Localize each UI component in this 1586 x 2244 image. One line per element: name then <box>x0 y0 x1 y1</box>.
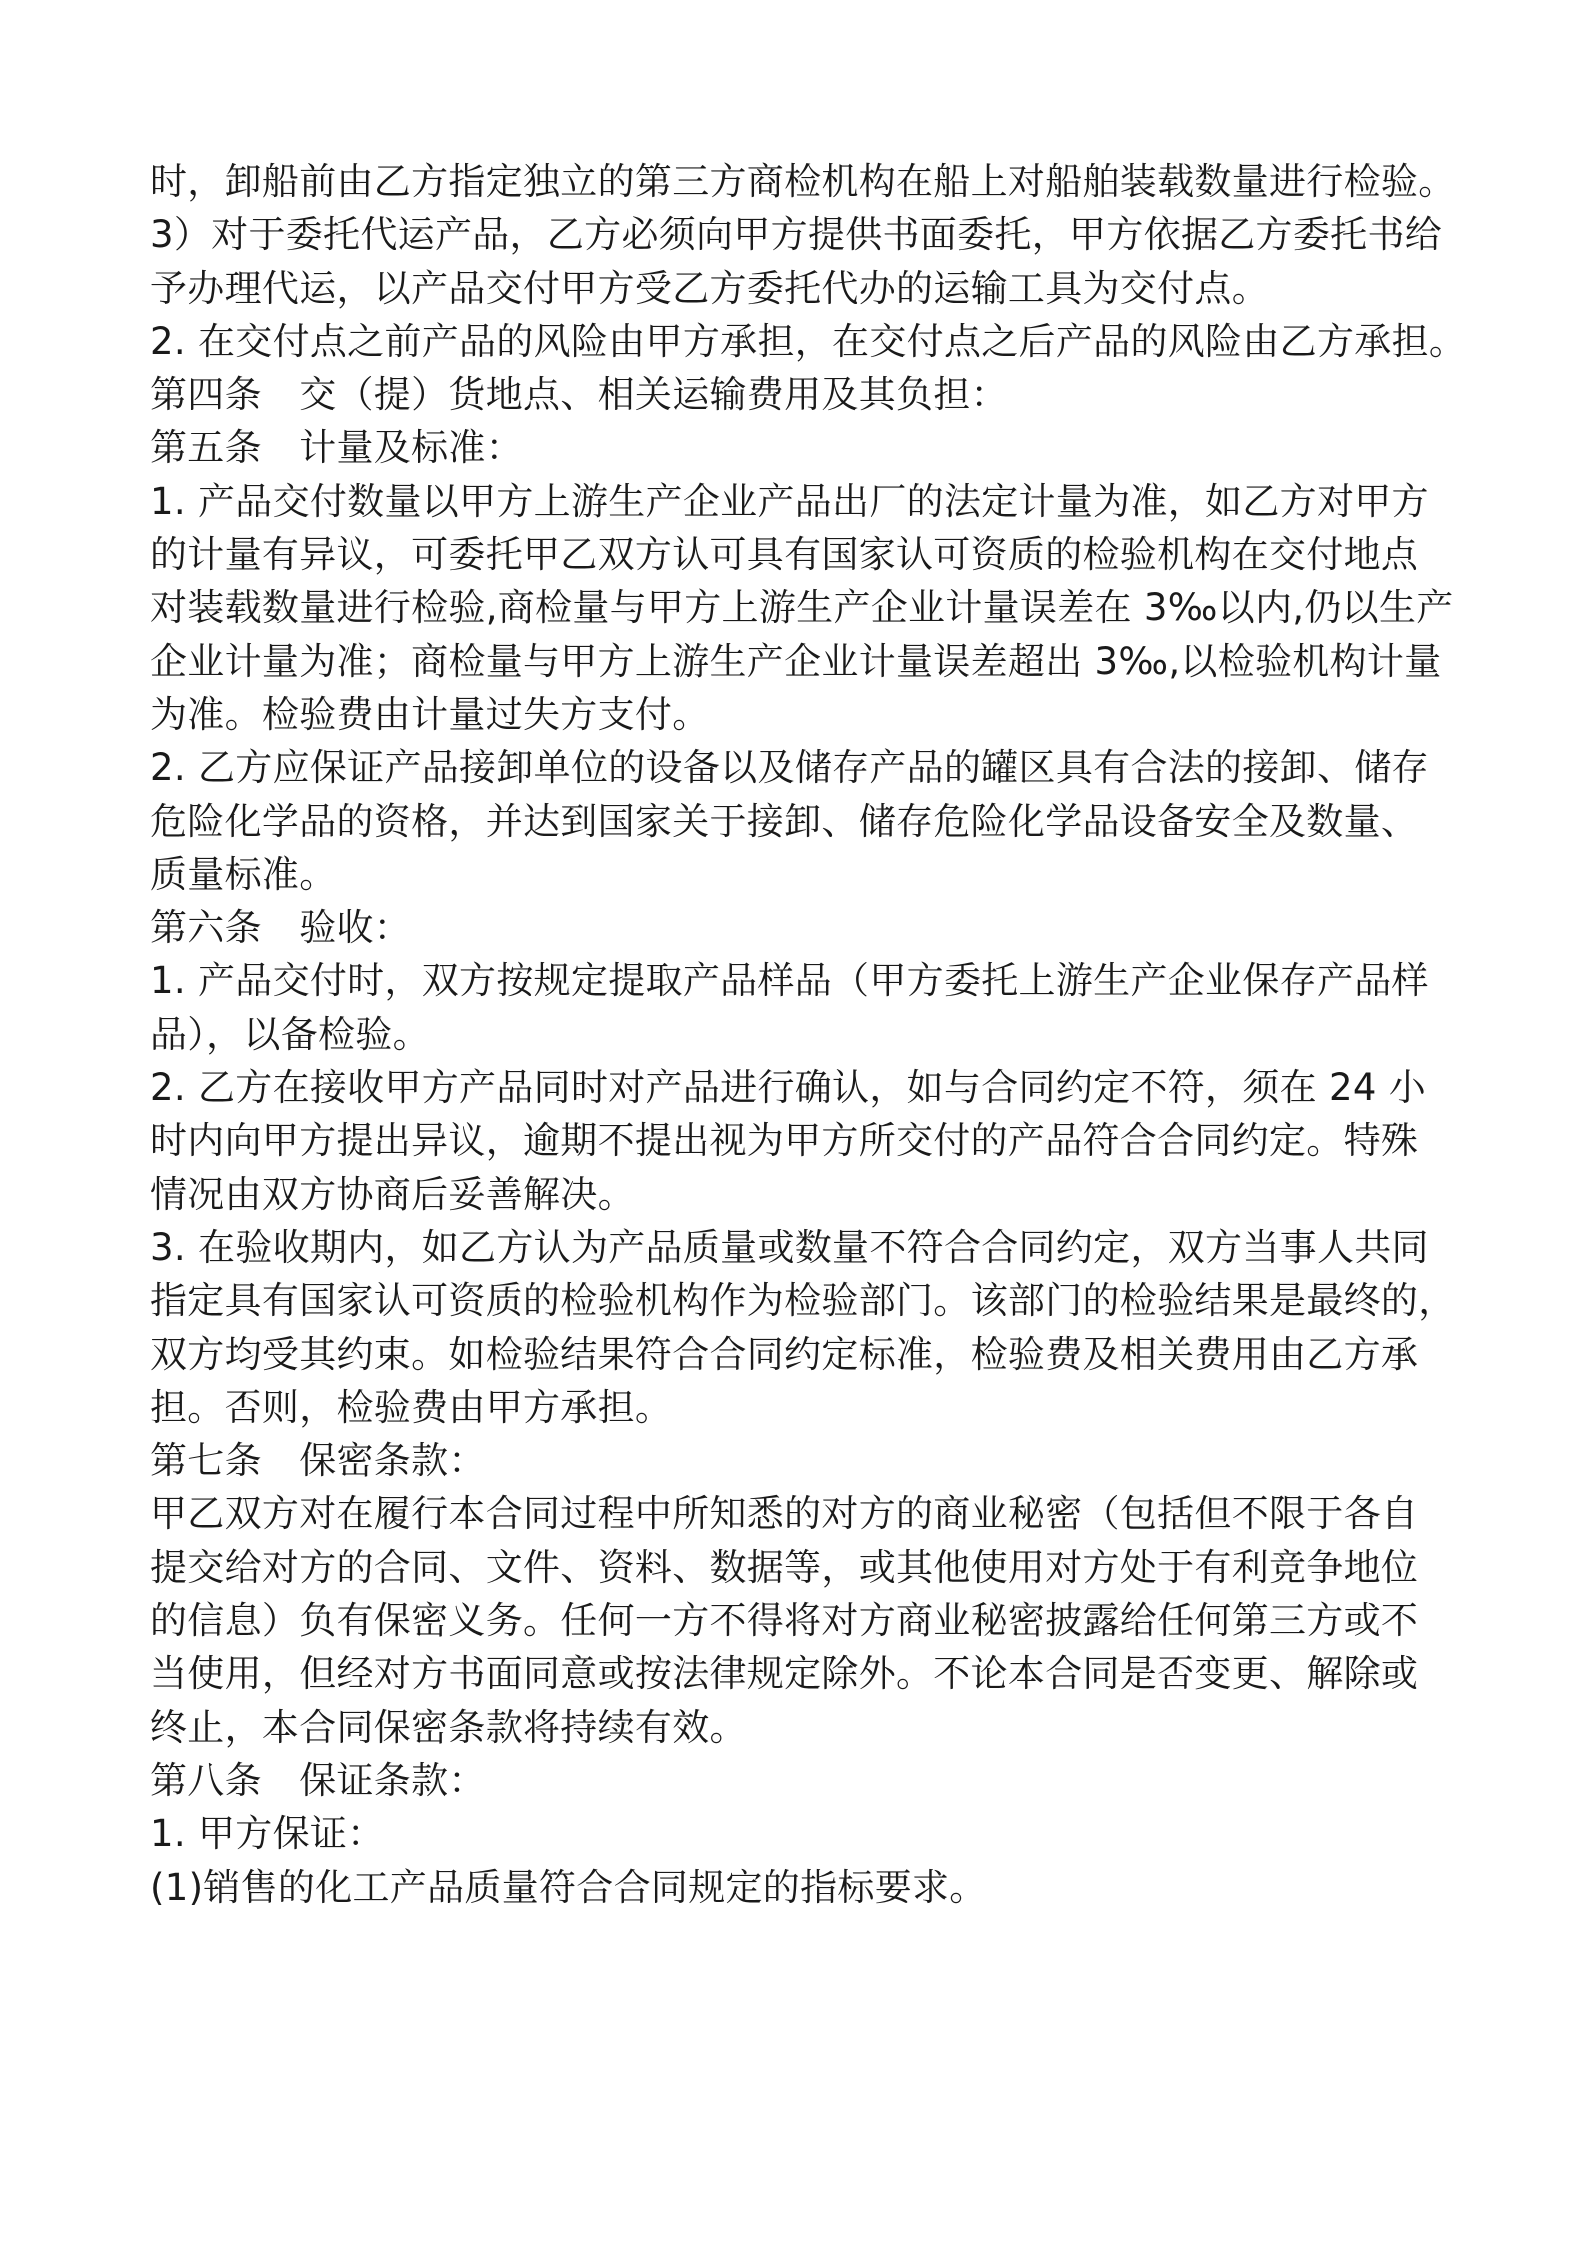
text-line: 2. 乙方在接收甲方产品同时对产品进行确认，如与合同约定不符，须在 24 小 <box>150 1066 1427 1110</box>
text-line: 当使用，但经对方书面同意或按法律规定除外。不论本合同是否变更、解除或 <box>150 1652 1419 1696</box>
text-line: 时，卸船前由乙方指定独立的第三方商检机构在船上对船舶装载数量进行检验。 <box>150 160 1456 203</box>
text-line: 终止，本合同保密条款将持续有效。 <box>150 1705 747 1749</box>
text-line: 1. 产品交付时，双方按规定提取产品样品（甲方委托上游生产企业保存产品样 <box>150 959 1429 1003</box>
text-line: 指定具有国家认可资质的检验机构作为检验部门。该部门的检验结果是最终的， <box>150 1279 1456 1323</box>
text-line: 提交给对方的合同、文件、资料、数据等，或其他使用对方处于有利竞争地位 <box>150 1545 1419 1589</box>
text-line: 情况由双方协商后妥善解决。 <box>150 1172 635 1216</box>
text-line: 品），以备检验。 <box>150 1012 430 1056</box>
text-line: 质量标准。 <box>150 852 337 896</box>
text-line: 3. 在验收期内，如乙方认为产品质量或数量不符合合同约定，双方当事人共同 <box>150 1225 1429 1269</box>
text-line: (1)销售的化工产品质量符合合同规定的指标要求。 <box>150 1865 987 1909</box>
text-line: 甲乙双方对在履行本合同过程中所知悉的对方的商业秘密（包括但不限于各自 <box>150 1492 1419 1536</box>
document-body <box>150 155 1467 1914</box>
text-line: 3）对于委托代运产品，乙方必须向甲方提供书面委托，甲方依据乙方委托书给 <box>150 213 1443 257</box>
text-line: 企业计量为准；商检量与甲方上游生产企业计量误差超出 3‰,以检验机构计量 <box>150 639 1442 683</box>
text-line: 2. 乙方应保证产品接卸单位的设备以及储存产品的罐区具有合法的接卸、储存 <box>150 746 1429 790</box>
text-line: 为准。检验费由计量过失方支付。 <box>150 692 710 736</box>
text-line: 的信息）负有保密义务。任何一方不得将对方商业秘密披露给任何第三方或不 <box>150 1599 1419 1643</box>
text-line: 时内向甲方提出异议，逾期不提出视为甲方所交付的产品符合合同约定。特殊 <box>150 1119 1419 1163</box>
article-heading: 第四条 交（提）货地点、相关运输费用及其负担： <box>150 373 1008 417</box>
article-heading: 第五条 计量及标准： <box>150 426 523 470</box>
text-line: 1. 甲方保证： <box>150 1812 385 1856</box>
text-line: 双方均受其约束。如检验结果符合合同约定标准，检验费及相关费用由乙方承 <box>150 1332 1419 1376</box>
text-line: 的计量有异议，可委托甲乙双方认可具有国家认可资质的检验机构在交付地点 <box>150 533 1419 577</box>
text-line: 对装载数量进行检验,商检量与甲方上游生产企业计量误差在 3‰以内,仍以生产 <box>150 586 1454 630</box>
text-line: 予办理代运，以产品交付甲方受乙方委托代办的运输工具为交付点。 <box>150 266 1269 310</box>
article-heading: 第六条 验收： <box>150 906 412 950</box>
text-line: 1. 产品交付数量以甲方上游生产企业产品出厂的法定计量为准，如乙方对甲方 <box>150 479 1429 523</box>
text-line: 危险化学品的资格，并达到国家关于接卸、储存危险化学品设备安全及数量、 <box>150 799 1419 843</box>
article-heading: 第七条 保密条款： <box>150 1439 486 1483</box>
article-heading: 第八条 保证条款： <box>150 1758 486 1802</box>
text-line: 2. 在交付点之前产品的风险由甲方承担，在交付点之后产品的风险由乙方承担。 <box>150 319 1467 363</box>
text-line: 担。否则，检验费由甲方承担。 <box>150 1385 673 1429</box>
